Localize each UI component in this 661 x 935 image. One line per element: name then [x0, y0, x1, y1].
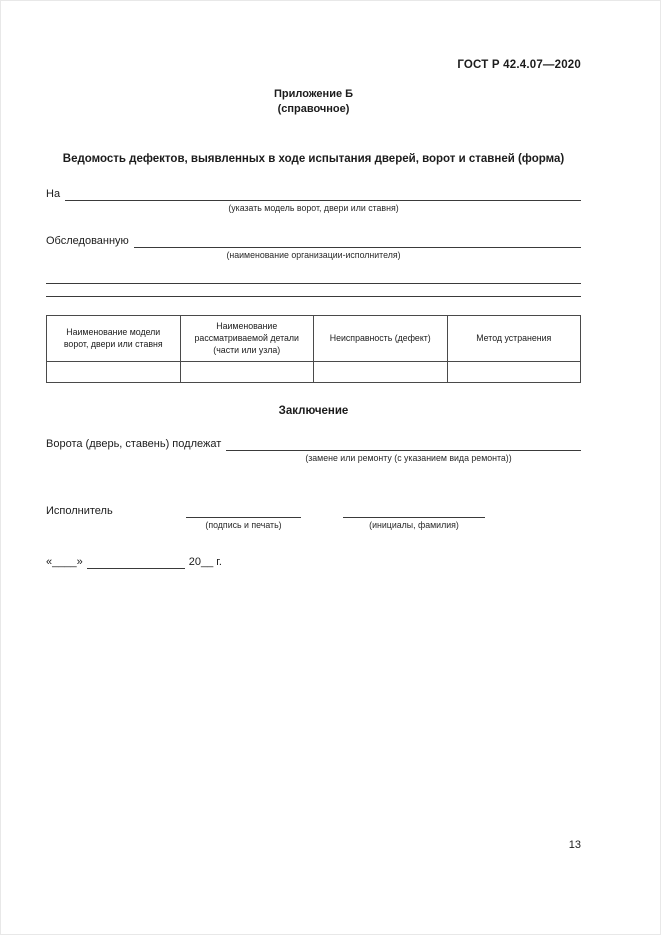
date-day-prefix: «____» [46, 556, 83, 569]
field-model-line [65, 188, 581, 201]
defects-table [46, 315, 581, 383]
conclusion-line [226, 438, 581, 451]
appendix-note: (справочное) [277, 103, 350, 116]
conclusion-label: Ворота (дверь, ставень) подлежат [46, 438, 222, 451]
form-title: Ведомость дефектов, выявленных в ходе испытания дверей, ворот и ставней (форма) [62, 152, 565, 165]
conclusion-title: Заключение [278, 405, 349, 418]
executor-hint-gap [301, 520, 343, 530]
name-hint: (инициалы, фамилия) [369, 520, 459, 531]
table-cell-method [447, 362, 581, 383]
page-number: 13 [568, 839, 581, 851]
appendix-title: Приложение Б [273, 88, 354, 100]
continuation-line-1 [46, 271, 581, 284]
field-model-hint: (указать модель ворот, двери или ставня) [228, 203, 399, 214]
field-model-row [46, 188, 581, 201]
table-cell-defect [314, 362, 448, 383]
date-row [46, 556, 581, 569]
executor-row [46, 505, 581, 518]
table-header-model: Наименование модели ворот, двери или ставня [47, 316, 181, 362]
executor-hints [46, 520, 581, 530]
continuation-line-2 [46, 284, 581, 297]
field-org-line [134, 235, 581, 248]
table-header-row [47, 316, 581, 362]
date-month-line [87, 556, 185, 569]
name-line [343, 505, 485, 518]
table-row [47, 362, 581, 383]
doc-number: ГОСТ Р 42.4.07—2020 [457, 59, 581, 71]
signature-line [186, 505, 301, 518]
page-content [46, 59, 581, 569]
appendix-heading [46, 87, 581, 118]
conclusion-hint: (замене или ремонту (с указанием вида ремонта)) [305, 453, 512, 464]
field-org-row [46, 235, 581, 248]
table-cell-part [180, 362, 314, 383]
table-header-part: Наименование рассматриваемой детали (части или узла) [180, 316, 314, 362]
signature-hint: (подпись и печать) [205, 520, 282, 531]
field-org-hint: (наименование организации-исполнителя) [226, 249, 401, 260]
field-model-label: На [46, 188, 61, 201]
executor-hint-spacer [46, 520, 186, 530]
executor-label: Исполнитель [46, 505, 113, 518]
table-header-method: Метод устранения [447, 316, 581, 362]
field-org-label: Обследованную [46, 234, 129, 247]
date-year-suffix: 20__ г. [188, 556, 222, 569]
table-cell-model [47, 362, 181, 383]
table-header-defect: Неисправность (дефект) [314, 316, 448, 362]
conclusion-row [46, 438, 581, 451]
